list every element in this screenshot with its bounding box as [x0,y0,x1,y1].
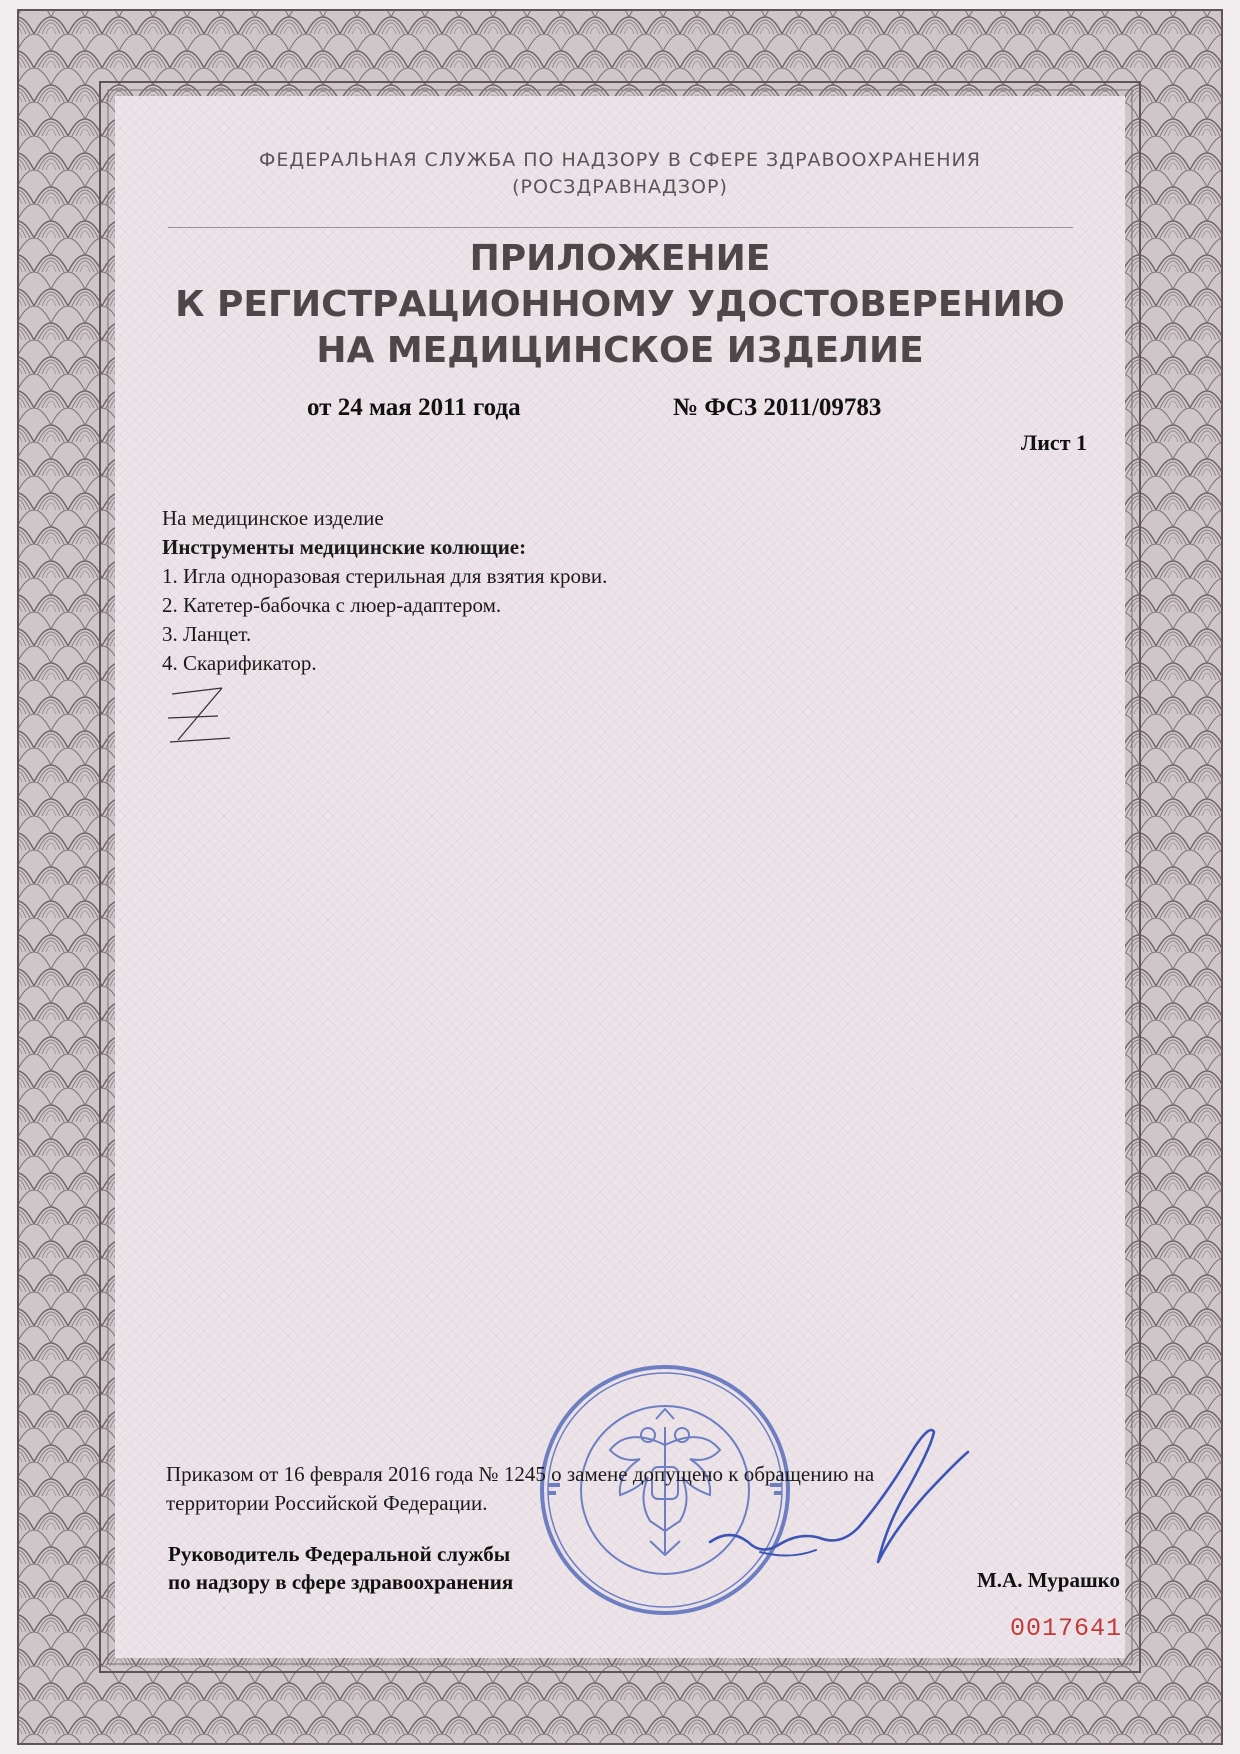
list-item: 1. Игла одноразовая стерильная для взятия крови. [162,564,608,588]
agency-name: ФЕДЕРАЛЬНАЯ СЛУЖБА ПО НАДЗОРУ В СФЕРЕ ЗДРАВООХРАНЕНИЯ [259,149,981,171]
intro-text: На медицинское изделие [162,506,384,530]
order-line-1: Приказом от 16 февраля 2016 года № 1245 о замене допущено к обращению на [166,1462,875,1486]
order-line-2: территории Российской Федерации. [166,1491,488,1515]
serial-number: 0017641 [1009,1614,1122,1643]
sheet-number: Лист 1 [1020,430,1087,455]
list-item: 2. Катетер-бабочка с люер-адаптером. [162,593,502,617]
signer-name: М.А. Мурашко [976,1568,1120,1592]
document-subtitle: К РЕГИСТРАЦИОННОМУ УДОСТОВЕРЕНИЮ [175,284,1065,325]
signer-position-line-1: Руководитель Федеральной службы [168,1542,511,1566]
document-subtitle-2: НА МЕДИЦИНСКОЕ ИЗДЕЛИЕ [316,330,924,371]
list-item: 3. Ланцет. [162,622,252,646]
signer-position [168,1540,513,1596]
agency-abbreviation: (РОСЗДРАВНАДЗОР) [512,176,728,198]
signer-position-line-2: по надзору в сфере здравоохранения [168,1570,514,1594]
document-title: ПРИЛОЖЕНИЕ [469,238,771,279]
header-divider [168,227,1073,228]
issue-date: от 24 мая 2011 года [307,394,521,421]
registration-number: № ФСЗ 2011/09783 [673,394,882,421]
list-item: 4. Скарификатор. [162,651,317,675]
handwritten-signature [690,1410,990,1600]
z-mark-strike [160,680,240,750]
product-heading: Инструменты медицинские колющие: [162,535,527,559]
